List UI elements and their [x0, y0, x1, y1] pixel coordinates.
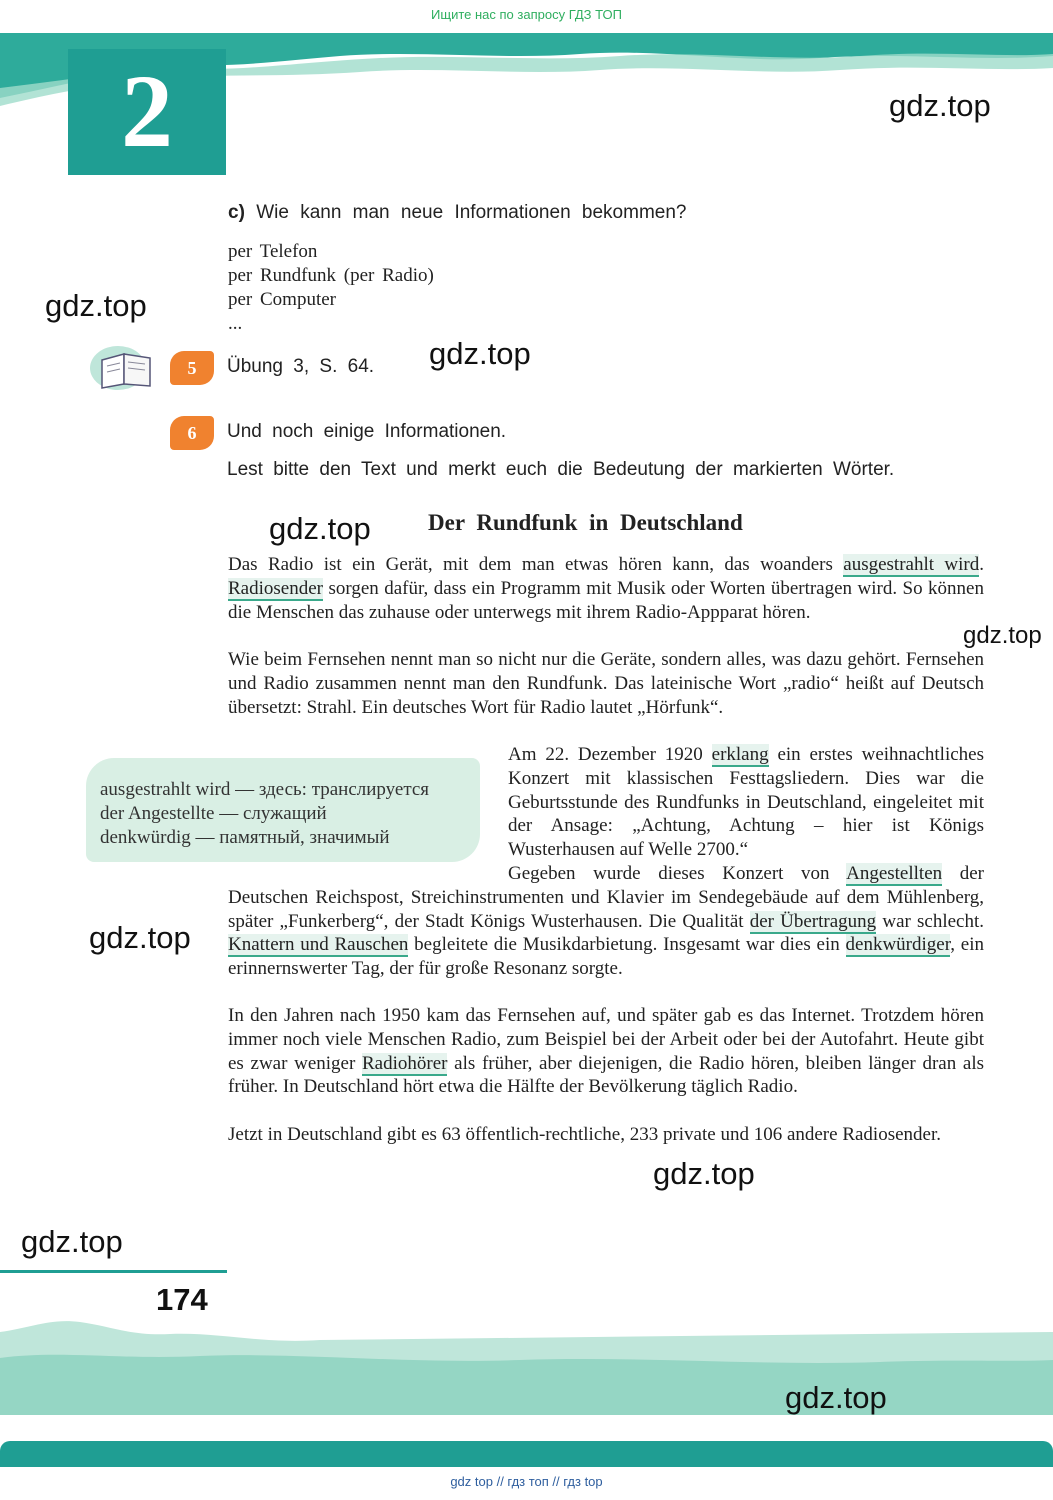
exercise-5-text: Übung 3, S. 64. — [227, 356, 375, 377]
article-paragraph-3: Am 22. Dezember 1920 erklang ein erstes weihnachtliches Konzert mit klassischen Festtagsliedern. Dies war die Geburtsstunde des Rundfunks in Deutschland, eingeleitet mit der Ansage: „Achtung, Achtung – hier ist Königs Wusterhausen auf Welle 2700.“ — [508, 744, 984, 861]
watermark: gdz.top — [269, 511, 371, 546]
top-note: Ищите нас по запросу ГДЗ ТОП — [431, 7, 622, 22]
option-item: per Computer — [228, 289, 337, 310]
exercise-6-line1: Und noch einige Informationen. — [227, 421, 507, 442]
article-paragraph-6: Jetzt in Deutschland gibt es 63 öffentlich-rechtliche, 233 private und 106 andere Radiosender. — [228, 1124, 941, 1145]
watermark: gdz.top — [89, 920, 191, 955]
glossary-item: der Angestellte — служащий — [100, 803, 327, 824]
watermark: gdz.top — [429, 336, 531, 371]
option-item: per Telefon — [228, 241, 318, 262]
watermark: gdz.top — [963, 622, 1042, 649]
marked-word: erklang — [711, 744, 769, 765]
question — [228, 202, 686, 224]
article-paragraph-1: Das Radio ist ein Gerät, mit dem man etwas hören kann, das woanders ausgestrahlt wird. Radiosender sorgen dafür, dass ein Programm mit Musik oder Worten übertragen wird. So können die Menschen das zuhause oder unterwegs mit ihrem Radio-Appparat hören. — [228, 554, 985, 623]
watermark: gdz.top — [889, 88, 991, 123]
page-number: 174 — [156, 1282, 208, 1317]
chapter-number: 2 — [68, 49, 226, 175]
bottom-wave-band — [0, 1310, 1053, 1415]
glossary-item: denkwürdig — памятный, значимый — [100, 827, 390, 848]
marked-word: Knattern und Rauschen — [228, 934, 409, 956]
options-list — [228, 240, 434, 336]
question-text: Wie kann man neue Informationen bekommen? — [256, 202, 687, 223]
watermark: gdz.top — [21, 1224, 123, 1259]
watermark: gdz.top — [45, 288, 147, 323]
book-icon — [88, 338, 160, 398]
page-number-line — [0, 1270, 227, 1273]
marked-word: der Übertragung — [749, 910, 877, 932]
glossary — [100, 778, 429, 850]
article-paragraph-5: In den Jahren nach 1950 kam das Fernsehen auf, und später gab es das Internet. Trotzdem hören immer noch viele Menschen Radio, zum Beispiel bei der Arbeit oder bei der Autofahrt. Heute gibt es zwar weniger Radiohörer als früher, aber diejenigen, die Radio hören, bleiben länger dran als früher. In Deutschland hört etwa die Hälfte der Bevölkerung täglich Radio. — [228, 1005, 984, 1098]
article-title: Der Rundfunk in Deutschland — [428, 510, 743, 535]
marked-word: Radiosender — [228, 577, 323, 599]
bottom-bar — [0, 1441, 1053, 1467]
marked-word: ausgestrahlt wird — [843, 554, 980, 575]
exercise-6-badge: 6 — [170, 416, 214, 450]
marked-word: Radiohörer — [362, 1052, 448, 1074]
marked-word: Angestellten — [846, 863, 943, 884]
watermark: gdz.top — [785, 1380, 887, 1415]
glossary-item: ausgestrahlt wird — здесь: транслируется — [100, 779, 430, 800]
footer: gdz top // гдз топ // гдз top — [450, 1474, 603, 1489]
question-label: c) — [228, 202, 245, 223]
marked-word: denkwürdiger — [845, 934, 951, 956]
exercise-6-line2: Lest bitte den Text und merkt euch die Bedeutung der markierten Wörter. — [227, 459, 895, 480]
option-item: per Rundfunk (per Radio) — [228, 265, 434, 286]
watermark: gdz.top — [653, 1156, 755, 1191]
option-item: ... — [228, 313, 243, 334]
exercise-5-badge: 5 — [170, 351, 214, 385]
article-paragraph-2: Wie beim Fernsehen nennt man so nicht nur die Geräte, sondern alles, was dazu gehört. Fernsehen und Radio zusammen nennt man den Rundfunk. Das lateinische Wort „radio“ heißt auf Deutsch übersetzt: Strahl. Ein deutsches Wort für Radio lautet „Hörfunk“. — [228, 649, 984, 718]
article-paragraph-4: Gegeben wurde dieses Konzert von Angestellten der Deutschen Reichspost, Streichinstrumenten und Klavier im Sendegebäude auf dem Mühlenberg, später „Funkerberg“, der Stadt Königs Wusterhausen. Die Qualität der Übertragung war schlecht. Knattern und Rauschen begleitete die Musikdarbietung. Insgesamt war dies ein denkwürdiger, ein erinnernswerter Tag, der für große Resonanz sorgte. — [228, 863, 985, 980]
